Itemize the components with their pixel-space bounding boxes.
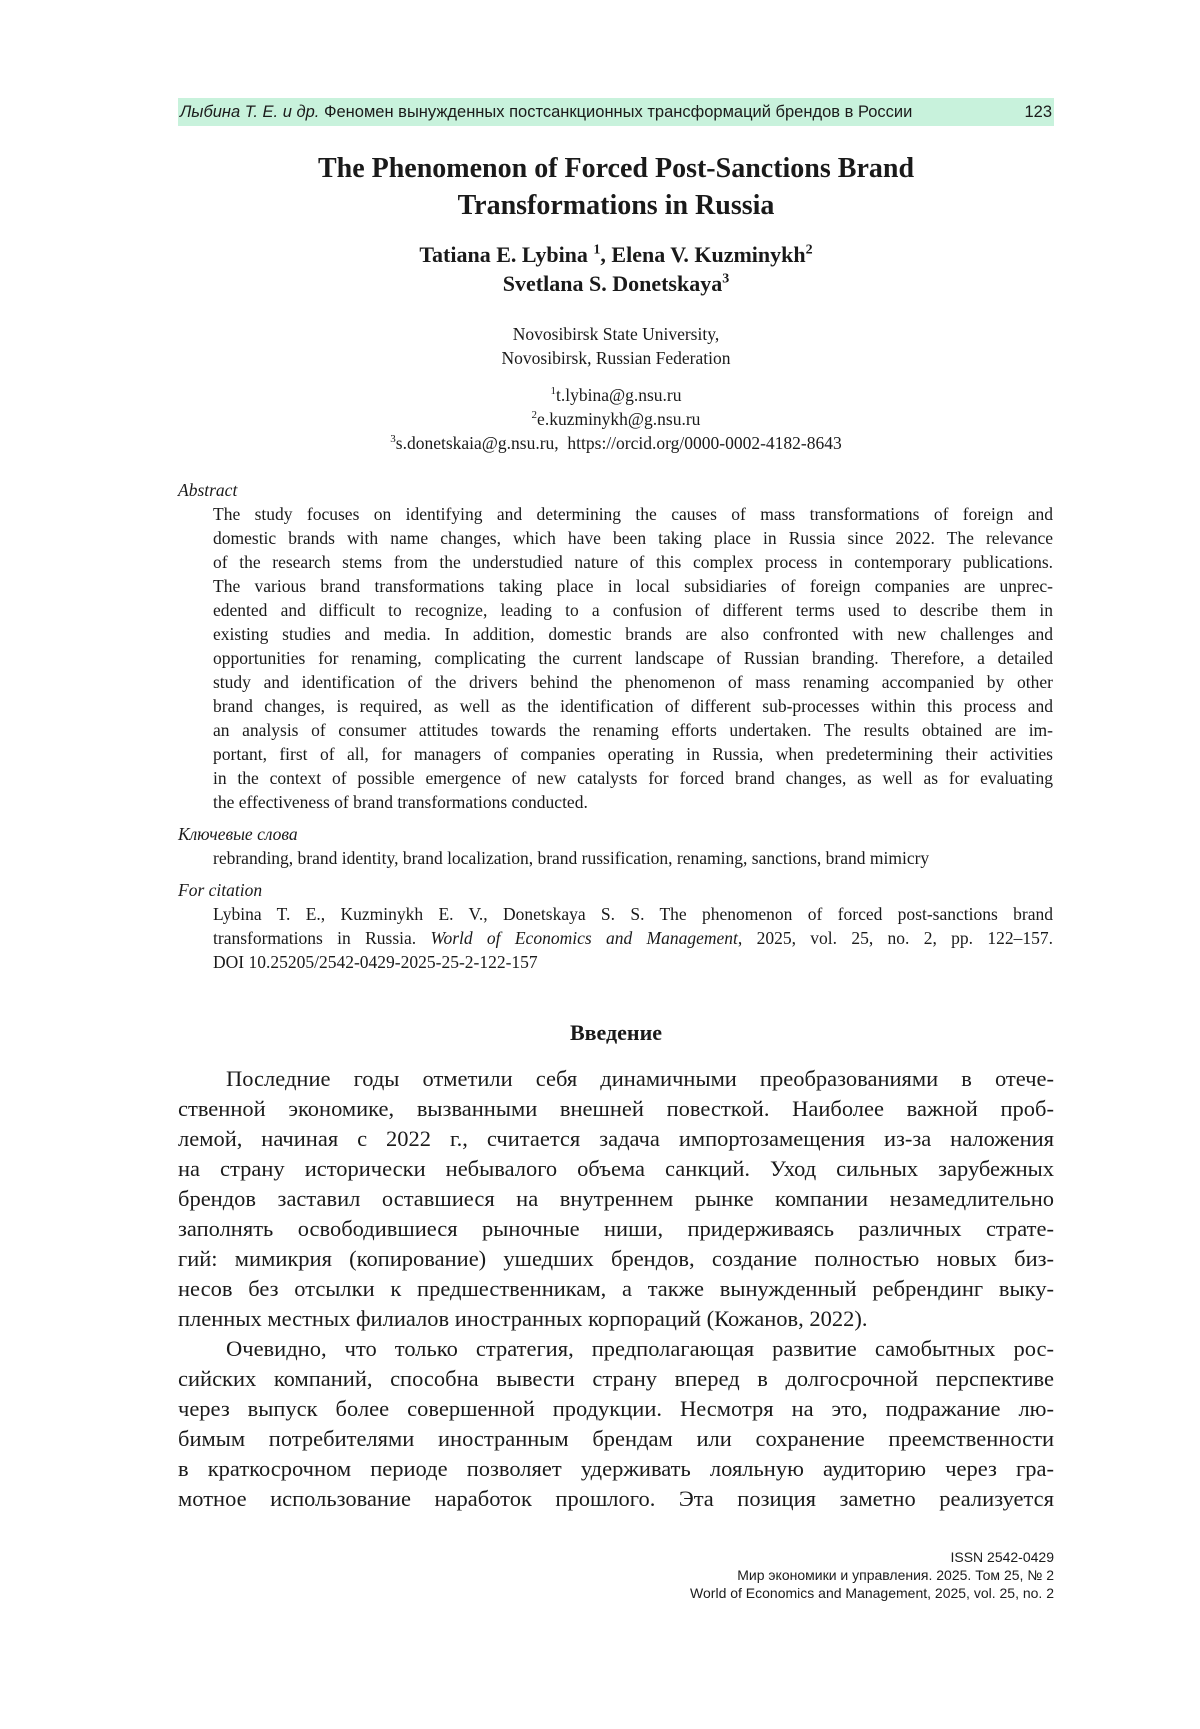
citation-post: , 2025, vol. 25, no. 2, pp. 122–157. xyxy=(737,928,1054,948)
abstract-line: The various brand transformations taking place in local subsidiaries of foreign companies are unprec- xyxy=(213,576,1053,596)
body-line: брендов заставил оставшиеся на внутреннем рынке компании незамедлительно xyxy=(178,1186,1054,1211)
body-line: через выпуск более совершенной продукции. Несмотря на это, подражание лю- xyxy=(178,1396,1054,1421)
page-number: 123 xyxy=(1024,103,1052,121)
abstract-line: existing studies and media. In addition, domestic brands are also confronted with new challenges and xyxy=(213,624,1053,644)
article-title-line-2: Transformations in Russia xyxy=(457,190,775,221)
body-line: в краткосрочном периоде позволяет удерживать лояльную аудиторию через гра- xyxy=(178,1456,1054,1481)
keywords-label: Ключевые слова xyxy=(178,824,298,844)
section-heading-introduction: Введение xyxy=(569,1020,663,1045)
abstract-line: of the research stems from the understudied nature of this complex process in contemporary publications. xyxy=(213,552,1053,572)
abstract-line: an analysis of consumer attitudes towards the renaming efforts undertaken. The results obtained are im- xyxy=(213,720,1053,740)
abstract-line: portant, first of all, for managers of companies operating in Russia, when predetermining their activities xyxy=(213,744,1053,764)
body-line: заполнять освободившиеся рыночные ниши, придерживаясь различных страте- xyxy=(178,1216,1054,1241)
footer-journal-ru: Мир экономики и управления. 2025. Том 25, № 2 xyxy=(737,1567,1054,1583)
email-mark: 2 xyxy=(531,409,538,422)
keywords-text xyxy=(213,846,1053,870)
article-title-line-1: The Phenomenon of Forced Post-Sanctions Brand xyxy=(317,153,915,184)
author-name: Tatiana E. Lybina xyxy=(419,242,588,267)
running-header-title: Феномен вынужденных постсанкционных трансформаций брендов в России xyxy=(323,103,913,121)
body-line: гий: мимикрия (копирование) ушедших брендов, создание полностью новых биз- xyxy=(178,1246,1054,1271)
body-line: Очевидно, что только стратегия, предполагающая развитие самобытных рос- xyxy=(226,1336,1054,1361)
citation-pre: transformations in Russia. xyxy=(213,928,417,948)
body-line: мотное использование наработок прошлого. Эта позиция заметно реализуется xyxy=(178,1486,1054,1511)
abstract-line: edented and difficult to recognize, leading to a confusion of different terms used to describe them in xyxy=(213,600,1053,620)
journal-footer xyxy=(690,1548,1054,1602)
body-paragraph-1 xyxy=(178,1064,1054,1334)
author-list: Tatiana E. Lybina $^1$, Elena V. Kuzminykh$^2$ Svetlana S. Donetskaya$^3$ xyxy=(419,242,813,296)
author-mark: 1 xyxy=(593,242,601,258)
body-line: ственной экономике, вызванными внешней повесткой. Наиболее важной проб- xyxy=(178,1096,1054,1121)
footer-issn: ISSN 2542-0429 xyxy=(950,1549,1054,1565)
email-mark: 3 xyxy=(390,433,396,446)
body-line: пленных местных филиалов иностранных корпораций (Кожанов, 2022). xyxy=(178,1306,868,1331)
author-name: Svetlana S. Donetskaya xyxy=(502,271,723,296)
abstract-line: brand changes, is required, as well as the identification of different sub-processes within this process and xyxy=(213,696,1053,716)
citation-line xyxy=(213,926,1053,950)
abstract-line: in the context of possible emergence of new catalysts for forced brand changes, as well as for evaluating xyxy=(213,768,1053,788)
body-line: на страну исторически небывалого объема санкций. Уход сильных зарубежных xyxy=(178,1156,1054,1181)
abstract-line: the effectiveness of brand transformations conducted. xyxy=(213,792,588,812)
author-mark: 3 xyxy=(722,271,730,287)
body-paragraph-2 xyxy=(178,1334,1054,1514)
abstract-line: study and identification of the drivers behind the phenomenon of mass renaming accompanied by other xyxy=(213,672,1053,692)
affiliation-line-1: Novosibirsk State University, xyxy=(512,324,720,344)
orcid-link[interactable]: https://orcid.org/0000-0002-4182-8643 xyxy=(567,433,842,453)
abstract-line: domestic brands with name changes, which have been taking place in Russia since 2022. The relevance xyxy=(213,528,1053,548)
email-link[interactable]: e.kuzminykh@g.nsu.ru xyxy=(537,409,701,429)
author-mark: 2 xyxy=(805,242,813,258)
abstract-label: Abstract xyxy=(178,480,238,500)
citation-label: For citation xyxy=(178,880,263,900)
keywords-line: rebranding, brand identity, brand localization, brand russification, renaming, sanctions, brand mimicry xyxy=(213,848,930,868)
email-mark: 1 xyxy=(550,385,556,398)
citation-journal: World of Economics and Management xyxy=(430,928,738,948)
body-line: бимым потребителями иностранным брендам или сохранение преемственности xyxy=(178,1426,1054,1451)
citation-text xyxy=(213,902,1053,974)
citation-line: Lybina T. E., Kuzminykh E. V., Donetskaya S. S. The phenomenon of forced post-sanctions brand xyxy=(213,904,1053,924)
email-link[interactable]: t.lybina@g.nsu.ru xyxy=(556,385,682,405)
abstract-line: opportunities for renaming, complicating the current landscape of Russian branding. Therefore, a detailed xyxy=(213,648,1053,668)
body-line: Последние годы отметили себя динамичными преобразованиями в отече- xyxy=(226,1066,1054,1091)
citation-doi[interactable]: DOI 10.25205/2542-0429-2025-25-2-122-157 xyxy=(213,952,538,972)
body-line: лемой, начиная с 2022 г., считается задача импортозамещения из-за наложения xyxy=(178,1126,1054,1151)
affiliation-line-2: Novosibirsk, Russian Federation xyxy=(501,348,731,368)
affiliation xyxy=(178,322,1054,370)
footer-journal-en: World of Economics and Management, 2025, vol. 25, no. 2 xyxy=(690,1585,1054,1601)
author-name: Elena V. Kuzminykh xyxy=(611,242,806,267)
article-title xyxy=(178,150,1054,224)
email-link[interactable]: s.donetskaia@g.nsu.ru, xyxy=(395,433,559,453)
running-header-authors: Лыбина Т. Е. и др. xyxy=(180,103,320,121)
body-line: сийских компаний, способна вывести страну вперед в долгосрочной перспективе xyxy=(178,1366,1054,1391)
author-contacts xyxy=(178,383,1054,455)
body-line: несов без отсылки к предшественникам, а также вынужденный ребрендинг выку- xyxy=(178,1276,1054,1301)
abstract-text xyxy=(213,502,1053,814)
abstract-line: The study focuses on identifying and determining the causes of mass transformations of foreign and xyxy=(213,504,1053,524)
running-header xyxy=(178,98,1054,126)
